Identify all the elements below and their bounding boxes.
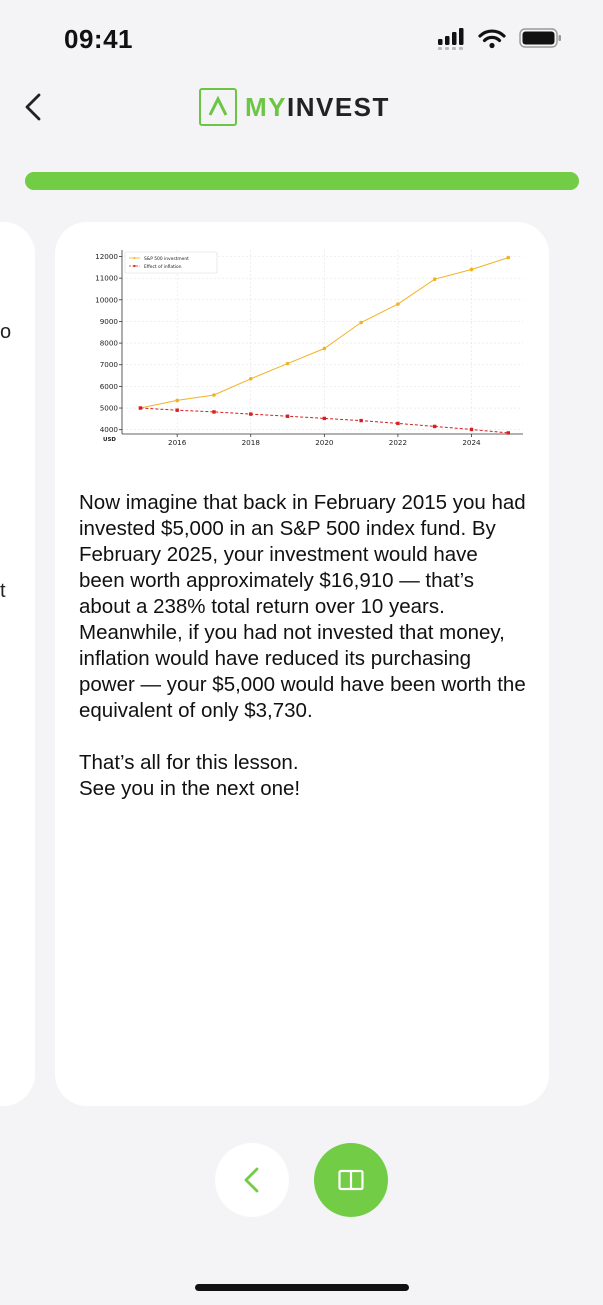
- chevron-left-icon: [242, 1166, 262, 1194]
- y-tick-label: 5000: [99, 403, 118, 413]
- data-point: [212, 410, 215, 413]
- data-point: [359, 419, 362, 422]
- data-point: [433, 277, 437, 281]
- data-point: [175, 399, 179, 403]
- lesson-progress-bar: [25, 172, 579, 190]
- legend-box: [125, 252, 217, 273]
- lesson-progress-fill: [25, 172, 579, 190]
- back-chevron-icon[interactable]: [22, 92, 44, 122]
- legend-label: S&P 500 investment: [144, 256, 189, 262]
- legend-marker: [134, 265, 136, 267]
- y-tick-label: 11000: [95, 273, 118, 283]
- status-icons: [438, 26, 563, 55]
- y-axis-label: USD: [103, 437, 116, 443]
- series-line: [140, 258, 508, 408]
- lesson-outro-line: That’s all for this lesson.: [79, 751, 299, 774]
- y-tick-label: 8000: [99, 338, 118, 348]
- home-indicator: [195, 1284, 409, 1291]
- y-tick-label: 6000: [99, 381, 118, 391]
- data-point: [470, 268, 474, 272]
- legend-label: Effect of inflation: [144, 264, 182, 270]
- lesson-text: [79, 490, 529, 802]
- data-point: [506, 256, 510, 260]
- legend-marker: [134, 257, 136, 259]
- battery-icon: [520, 29, 561, 47]
- data-point: [175, 408, 178, 411]
- cellular-signal-icon: [438, 28, 464, 50]
- data-point: [323, 347, 327, 351]
- data-point: [396, 422, 399, 425]
- book-icon: [338, 1169, 364, 1191]
- previous-card-text-fragment: t: [0, 580, 6, 602]
- wifi-icon: [480, 31, 504, 48]
- x-tick-label: 2018: [241, 438, 260, 447]
- data-point: [507, 431, 510, 434]
- y-tick-label: 7000: [99, 360, 118, 370]
- y-tick-label: 4000: [99, 425, 118, 435]
- logo-chevron-icon: [199, 88, 237, 126]
- data-point: [433, 425, 436, 428]
- y-tick-label: 12000: [95, 251, 118, 261]
- data-point: [249, 377, 253, 381]
- previous-page-button[interactable]: [215, 1143, 289, 1217]
- data-point: [286, 415, 289, 418]
- y-tick-label: 9000: [99, 316, 118, 326]
- data-point: [323, 417, 326, 420]
- status-time: 09:41: [64, 24, 133, 54]
- data-point: [212, 393, 216, 397]
- x-tick-label: 2022: [388, 438, 408, 447]
- app-logo: [199, 87, 390, 127]
- data-point: [139, 406, 142, 409]
- data-point: [396, 302, 400, 306]
- x-tick-label: 2016: [168, 438, 187, 447]
- brand-invest: INVEST: [287, 91, 390, 122]
- x-tick-label: 2024: [462, 438, 481, 447]
- lesson-outro-line: See you in the next one!: [79, 777, 301, 800]
- brand-my: MY: [245, 91, 287, 122]
- data-point: [470, 428, 473, 431]
- data-point: [359, 321, 363, 325]
- lesson-card: [55, 222, 549, 1106]
- data-point: [249, 412, 252, 415]
- y-tick-label: 10000: [95, 295, 118, 305]
- lessons-overview-button[interactable]: [314, 1143, 388, 1217]
- data-point: [286, 362, 290, 366]
- lesson-paragraph: Now imagine that back in February 2015 you had invested $5,000 in an S&P 500 index fund. By February 2025, your investment would have been worth approximately $16,910 — that’s about a 238% total return over 10 years. Meanwhile, if you had not invested that money, inflation would have reduced its purchasing power — your $5,000 would have been worth the equivalent of only $3,730.: [79, 491, 526, 722]
- investment-chart: [85, 240, 525, 450]
- x-tick-label: 2020: [315, 438, 334, 447]
- previous-card-text-fragment: o: [0, 321, 12, 343]
- previous-card[interactable]: [0, 222, 35, 1106]
